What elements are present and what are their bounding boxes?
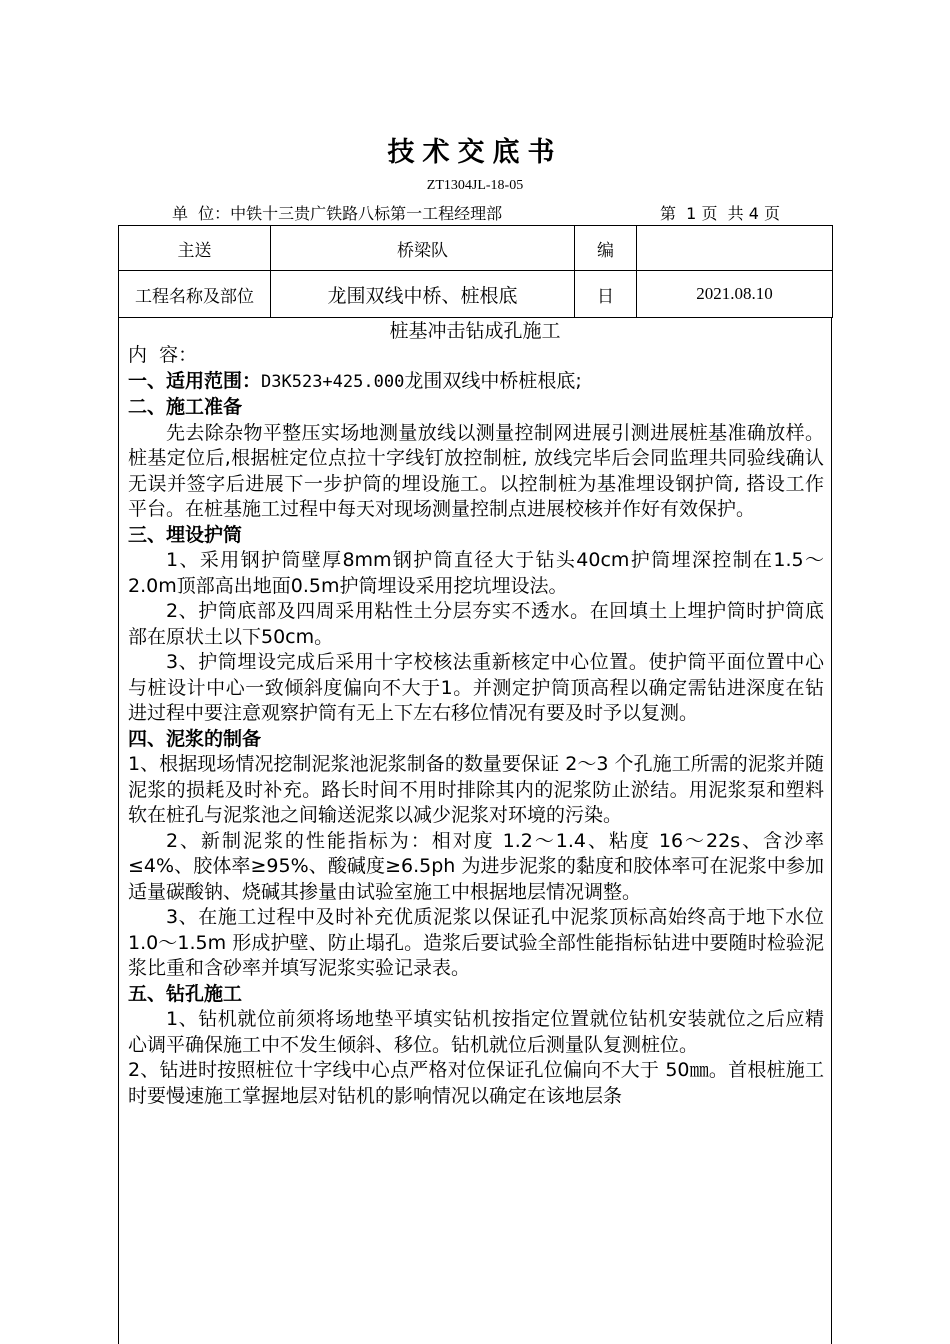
document-number: ZT1304JL-18-05 — [426, 178, 524, 193]
section-1-code: D3K523+425.000 — [261, 371, 405, 392]
section-1-tail: 龙围双线中桥桩根底; — [404, 369, 582, 392]
page-info: 第 1 页 共 4 页 — [660, 204, 780, 223]
content-body — [128, 343, 824, 1109]
section-3-paragraph-2: 2、护筒底部及四周采用粘性土分层夯实不透水。在回填土上埋护筒时护筒底部在原状土以下50cm。 — [128, 600, 824, 648]
header-table — [118, 225, 833, 318]
section-1-heading: 一、适用范围： — [128, 369, 262, 392]
section-4-heading: 四、泥浆的制备 — [128, 727, 262, 750]
section-4-paragraph-1: 1、根据现场情况挖制泥浆池泥浆制备的数量要保证 2～3 个孔施工所需的泥浆并随泥浆的损耗及时补充。路长时间不用时排除其内的泥浆防止淤结。用泥浆泵和塑料软在桩孔与泥浆池之间输送泥浆以减少泥浆对环境的污染。 — [128, 753, 824, 826]
section-3-paragraph-3: 3、护筒埋设完成后采用十字校核法重新核定中心位置。使护筒平面位置中心与桩设计中心一致倾斜度偏向不大于1。并测定护筒顶高程以确定需钻进深度在钻进过程中要注意观察护筒有无上下左右移位情况有要及时予以复测。 — [128, 651, 824, 724]
neirong-label: 内 容： — [128, 344, 198, 366]
section-5-heading: 五、钻孔施工 — [128, 982, 243, 1005]
header-row-send — [119, 226, 833, 271]
value-send: 桥梁队 — [271, 226, 575, 271]
document-title: 技术交底书 — [387, 137, 563, 168]
section-1 — [128, 369, 824, 396]
unit-line: 单 位：中铁十三贵广铁路八标第一工程经理部 — [172, 204, 503, 223]
section-5-paragraph-1: 1、钻机就位前须将场地垫平填实钻机按指定位置就位钻机安装就位之后应精心调平确保施工中不发生倾斜、移位。钻机就位后测量队复测桩位。 — [128, 1008, 824, 1056]
section-4-paragraph-3: 3、在施工过程中及时补充优质泥浆以保证孔中泥浆顶标高始终高于地下水位 1.0～1.5m 形成护壁、防止塌孔。造浆后要试验全部性能指标钻进中要随时检验泥浆比重和含砂率并填写泥浆实验记录表。 — [128, 906, 824, 979]
value-project: 龙围双线中桥、桩根底 — [271, 271, 575, 318]
section-5-paragraph-2: 2、钻进时按照桩位十字线中心点严格对位保证孔位偏向不大于 50㎜。首根桩施工时要慢速施工掌握地层对钻机的影响情况以确定在该地层条 — [128, 1059, 824, 1107]
label-send: 主送 — [119, 226, 271, 271]
content-subtitle: 桩基冲击钻成孔施工 — [389, 320, 561, 342]
section-3-paragraph-1: 1、采用钢护筒壁厚8mm钢护筒直径大于钻头40cm护筒埋深控制在1.5～2.0m顶部高出地面0.5m护筒埋设采用挖坑埋设法。 — [128, 549, 824, 597]
section-3-heading: 三、埋设护筒 — [128, 523, 243, 546]
label-ri: 日 — [575, 271, 637, 318]
section-2-heading: 二、施工准备 — [128, 396, 243, 418]
header-row-project — [119, 271, 833, 318]
value-date: 2021.08.10 — [637, 271, 833, 318]
section-4-paragraph-2: 2、新制泥浆的性能指标为：相对度 1.2～1.4、粘度 16～22s、含沙率≤4%、胶体率≥95%、酸碱度≥6.5ph 为进步泥浆的黏度和胶体率可在泥浆中参加适量碳酸钠、烧碱其掺量由试验室施工中根据地层情况调整。 — [128, 829, 824, 903]
section-2-paragraph: 先去除杂物平整压实场地测量放线以测量控制网进展引测进展桩基准确放样。桩基定位后,根据桩定位点拉十字线钉放控制桩, 放线完毕后会同监理共同验线确认无误并签字后进展下一步护筒的埋设施工。以控制桩为基准埋设钢护筒, 搭设工作平台。在桩基施工过程中每天对现场测量控制点进展校核并作好有效保护。 — [128, 421, 824, 520]
label-project: 工程名称及部位 — [119, 271, 271, 318]
label-bian: 编 — [575, 226, 637, 271]
value-bian — [637, 226, 833, 271]
